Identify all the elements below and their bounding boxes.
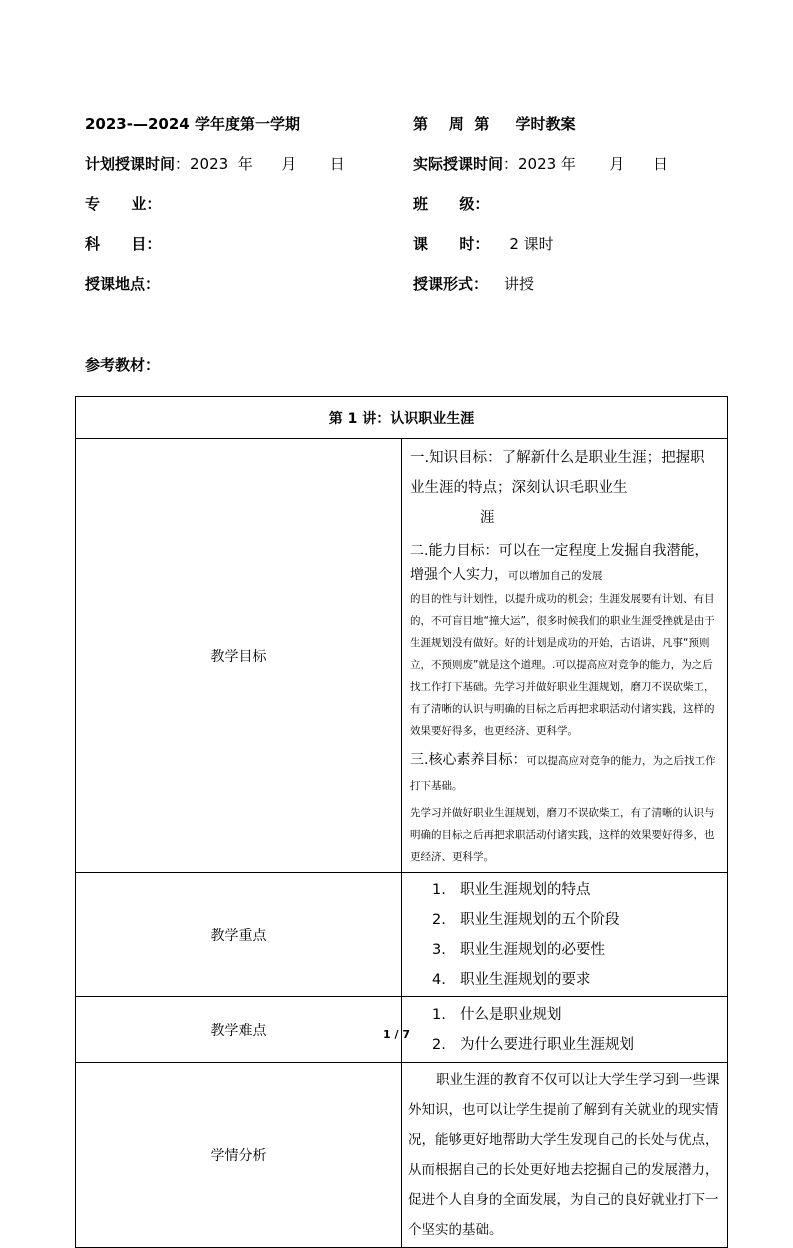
goals-row — [76, 439, 728, 873]
hours-field — [413, 233, 554, 254]
page-number: 1 / 7 — [383, 1028, 410, 1041]
actual-time-value: ：2023 年 月 日 — [503, 155, 668, 173]
plan-time-value: ：2023 年 月 日 — [175, 155, 345, 173]
plan-time-label: 计划授课时间 — [85, 155, 176, 173]
key-points-row — [76, 873, 728, 997]
key-points-label: 教学重点 — [76, 873, 402, 997]
form-field — [413, 273, 534, 294]
list-item: 2. 职业生涯规划的五个阶段 — [432, 911, 620, 928]
key-points-content — [402, 873, 728, 997]
week-heading: 第 周 第 学时教案 — [413, 115, 576, 133]
core-goal-heading: 三.核心素养目标：可以提高应对竞争的能力，为之后找工作打下基础。 — [410, 752, 716, 792]
goals-content — [402, 439, 728, 873]
term-heading: 2023-—2024 学年度第一学期 — [85, 115, 300, 133]
ability-goal-heading: 二.能力目标：可以在一定程度上发掘自我潜能，增强个人实力，可以增加自己的发展 — [410, 543, 709, 583]
reference-heading: 参考教材： — [85, 356, 161, 374]
class-field: 班 级： — [413, 195, 490, 213]
form-label: 授课形式： — [413, 275, 489, 293]
analysis-text: 职业生涯的教育不仅可以让大学生学习到一些课外知识，也可以让学生提前了解到有关就业的现实情况，能够更好地帮助大学生发现自己的长处与优点，从而根据自己的长处更好地去挖掘自己的发展潜力，促进个人自身的全面发展，为自己的良好就业打下一个坚实的基础。 — [408, 1072, 720, 1238]
lecture-title: 第 1 讲：认识职业生涯 — [76, 397, 728, 439]
list-item: 4. 职业生涯规划的要求 — [432, 971, 591, 988]
knowledge-goal-line1: 一.知识目标：了解新什么是职业生涯；把握职业生涯的特点；深刻认识毛职业生 — [410, 450, 705, 496]
list-item: 1. 职业生涯规划的特点 — [432, 881, 591, 898]
hours-value: 2 课时 — [509, 235, 554, 253]
ability-goal-body: 的目的性与计划性，以提升成功的机会；生涯发展要有计划、有目的，不可盲目地“撞大运”，很多时候我们的职业生涯受挫就是由于生涯规划没有做好。好的计划是成功的开始，古语讲，凡事“预则立，不预则废”就是这个道理。.可以提高应对竞争的能力，为之后找工作打下基础。先学习并做好职业生涯规划，磨刀不误砍柴工，有了清晰的认识与明确的目标之后再把求职活动付诸实践，这样的效果要好得多，也更经济、更科学。 — [410, 593, 715, 737]
goals-label: 教学目标 — [76, 439, 402, 873]
major-field: 专 业： — [85, 195, 162, 213]
list-item: 1. 什么是职业规划 — [432, 1006, 562, 1023]
actual-time — [413, 153, 668, 174]
core-goal-body: 先学习并做好职业生涯规划，磨刀不误砍柴工，有了清晰的认识与明确的目标之后再把求职活动付诸实践，这样的效果要好得多，也更经济、更科学。 — [410, 807, 715, 863]
table-title-row — [76, 397, 728, 439]
analysis-label: 学情分析 — [76, 1063, 402, 1248]
list-item: 2. 为什么要进行职业生涯规划 — [432, 1036, 634, 1053]
lesson-plan-table — [75, 396, 728, 1248]
difficulties-label: 教学难点 — [76, 997, 402, 1063]
analysis-content — [402, 1063, 728, 1248]
plan-time — [85, 153, 345, 174]
list-item: 3. 职业生涯规划的必要性 — [432, 941, 605, 958]
subject-field: 科 目： — [85, 235, 162, 253]
actual-time-label: 实际授课时间 — [413, 155, 504, 173]
analysis-row — [76, 1063, 728, 1248]
form-value: 讲授 — [504, 275, 535, 293]
knowledge-goal-line2: 涯 — [480, 510, 495, 526]
hours-label: 课 时： — [413, 235, 490, 253]
location-field: 授课地点： — [85, 275, 161, 293]
